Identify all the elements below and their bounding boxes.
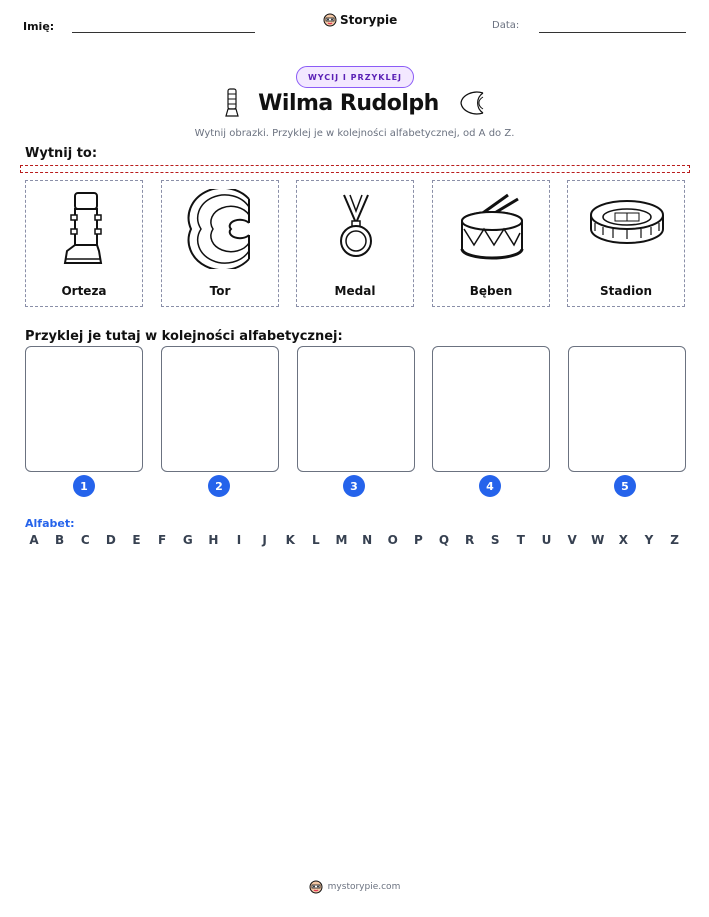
alphabet-letter: S xyxy=(490,533,500,547)
running-track-icon xyxy=(457,89,485,117)
alphabet-row xyxy=(27,533,682,547)
page-title: Wilma Rudolph xyxy=(258,90,439,116)
paste-section-label: Przyklej je tutaj w kolejności alfabetycznej: xyxy=(25,329,343,344)
slot-number-1: 1 xyxy=(73,475,95,497)
alphabet-letter: M xyxy=(335,533,348,547)
alphabet-letter: D xyxy=(105,533,116,547)
name-label: Imię: xyxy=(23,20,55,33)
paste-slot-1[interactable] xyxy=(25,346,143,472)
alphabet-letter: X xyxy=(618,533,628,547)
date-label: Data: xyxy=(492,20,520,31)
alphabet-letter: H xyxy=(208,533,219,547)
cut-card-label: Medal xyxy=(334,284,376,298)
medal-icon xyxy=(316,189,396,269)
alphabet-letter: W xyxy=(591,533,605,547)
title-row xyxy=(0,88,709,118)
paste-slot-5[interactable] xyxy=(568,346,686,472)
alphabet-letter: P xyxy=(413,533,423,547)
drum-icon xyxy=(452,189,532,269)
cut-card-stadion[interactable] xyxy=(567,180,685,307)
activity-badge: WYCIJ I PRZYKLEJ xyxy=(296,66,414,88)
instructions: Wytnij obrazki. Przyklej je w kolejności alfabetycznej, od A do Z. xyxy=(194,128,515,139)
alphabet-letter: N xyxy=(362,533,373,547)
alphabet-letter: R xyxy=(465,533,475,547)
slot-number-3: 3 xyxy=(343,475,365,497)
cut-card-label: Stadion xyxy=(600,284,652,298)
cut-card-medal[interactable] xyxy=(296,180,414,307)
paste-slot-4[interactable] xyxy=(432,346,550,472)
storypie-mascot-icon xyxy=(309,880,323,894)
alphabet-letter: G xyxy=(182,533,193,547)
paste-slot-2[interactable] xyxy=(161,346,279,472)
alphabet-letter: F xyxy=(158,533,167,547)
alphabet-letter: V xyxy=(567,533,577,547)
brand-name: Storypie xyxy=(340,13,398,27)
footer-url: mystorypie.com xyxy=(327,882,401,892)
alphabet-letter: I xyxy=(236,533,242,547)
alphabet-letter: Q xyxy=(438,533,450,547)
leg-brace-icon xyxy=(45,189,125,269)
alphabet-label: Alfabet: xyxy=(25,517,75,530)
slot-number-5: 5 xyxy=(614,475,636,497)
cut-card-tor[interactable] xyxy=(161,180,279,307)
leg-brace-icon xyxy=(224,88,240,118)
alphabet-letter: U xyxy=(541,533,552,547)
alphabet-letter: Y xyxy=(644,533,654,547)
alphabet-letter: K xyxy=(285,533,295,547)
cut-card-label: Orteza xyxy=(61,284,107,298)
slot-number-2: 2 xyxy=(208,475,230,497)
cut-card-beben[interactable] xyxy=(432,180,550,307)
alphabet-letter: Z xyxy=(670,533,679,547)
alphabet-letter: O xyxy=(387,533,398,547)
cut-card-orteza[interactable] xyxy=(25,180,143,307)
footer xyxy=(0,880,709,894)
running-track-icon xyxy=(181,189,261,269)
storypie-logo xyxy=(323,13,397,27)
cut-card-label: Bęben xyxy=(469,284,513,298)
cut-card-label: Tor xyxy=(209,284,231,298)
alphabet-letter: C xyxy=(80,533,90,547)
name-line xyxy=(72,32,255,33)
alphabet-letter: A xyxy=(29,533,39,547)
alphabet-letter: J xyxy=(262,533,267,547)
alphabet-letter: T xyxy=(516,533,525,547)
slot-number-4: 4 xyxy=(479,475,501,497)
storypie-mascot-icon xyxy=(323,13,337,27)
alphabet-letter: L xyxy=(312,533,320,547)
date-line xyxy=(539,32,686,33)
alphabet-letter: E xyxy=(132,533,141,547)
cut-section-label: Wytnij to: xyxy=(25,146,98,161)
cut-line xyxy=(20,165,690,173)
stadium-icon xyxy=(587,189,667,269)
alphabet-letter: B xyxy=(55,533,65,547)
paste-slot-3[interactable] xyxy=(297,346,415,472)
